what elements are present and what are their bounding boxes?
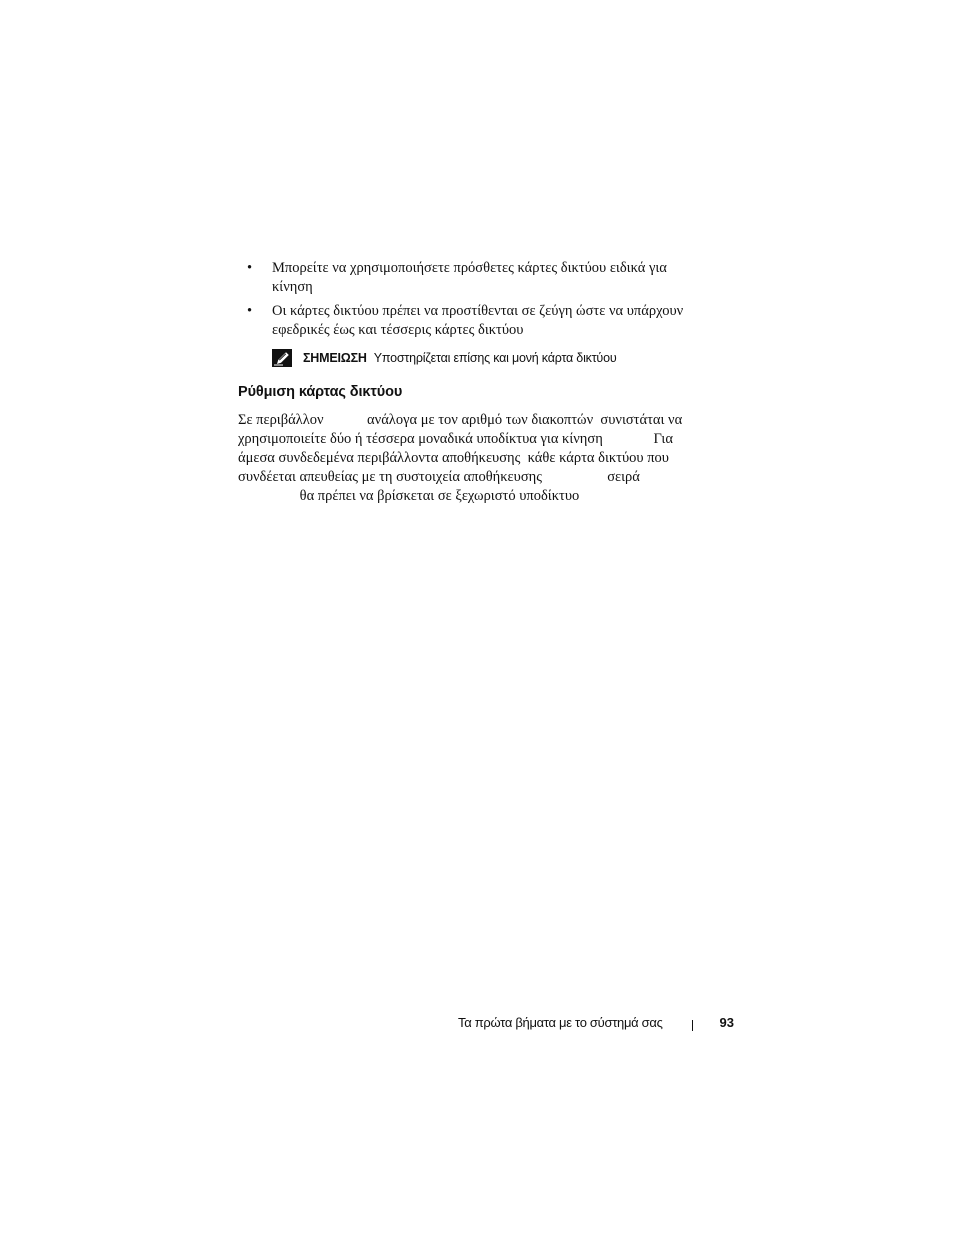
note-callout: [272, 348, 616, 368]
bullet-symbol: •: [247, 303, 253, 319]
pencil-note-icon: [272, 349, 292, 367]
paragraph-line: συνδέεται απευθείας με τη συστοιχεία αποθήκευσης σειρά: [238, 469, 640, 485]
bullet-list: [240, 259, 730, 345]
footer-separator: [692, 1020, 693, 1031]
note-label: ΣΗΜΕΙΩΣΗ: [303, 351, 367, 365]
bullet-text-line: Οι κάρτες δικτύου πρέπει να προστίθενται σε ζεύγη ώστε να υπάρχουν: [272, 303, 684, 319]
note-text: Υποστηρίζεται επίσης και μονή κάρτα δικτύου: [373, 351, 617, 365]
page-number: 93: [719, 1015, 734, 1030]
body-paragraph: [238, 411, 738, 506]
bullet-text-line: Μπορείτε να χρησιμοποιήσετε πρόσθετες κάρτες δικτύου ειδικά για: [272, 260, 667, 276]
footer-title: Τα πρώτα βήματα με το σύστημά σας: [458, 1015, 663, 1030]
paragraph-line: θα πρέπει να βρίσκεται σε ξεχωριστό υποδίκτυο: [238, 488, 580, 504]
list-item: [240, 302, 730, 340]
paragraph-line: άμεσα συνδεδεμένα περιβάλλοντα αποθήκευσης κάθε κάρτα δικτύου που: [238, 450, 669, 466]
paragraph-line: χρησιμοποιείτε δύο ή τέσσερα μοναδικά υποδίκτυα για κίνηση Για: [238, 431, 673, 447]
page-footer: [440, 1014, 734, 1034]
section-heading: Ρύθμιση κάρτας δικτύου: [238, 384, 403, 400]
bullet-text-line: κίνηση: [272, 279, 313, 295]
list-item: [240, 259, 730, 297]
paragraph-line: Σε περιβάλλον ανάλογα με τον αριθμό των διακοπτών συνιστάται να: [238, 412, 683, 428]
bullet-symbol: •: [247, 260, 253, 276]
bullet-text-line: εφεδρικές έως και τέσσερις κάρτες δικτύου: [272, 322, 524, 338]
